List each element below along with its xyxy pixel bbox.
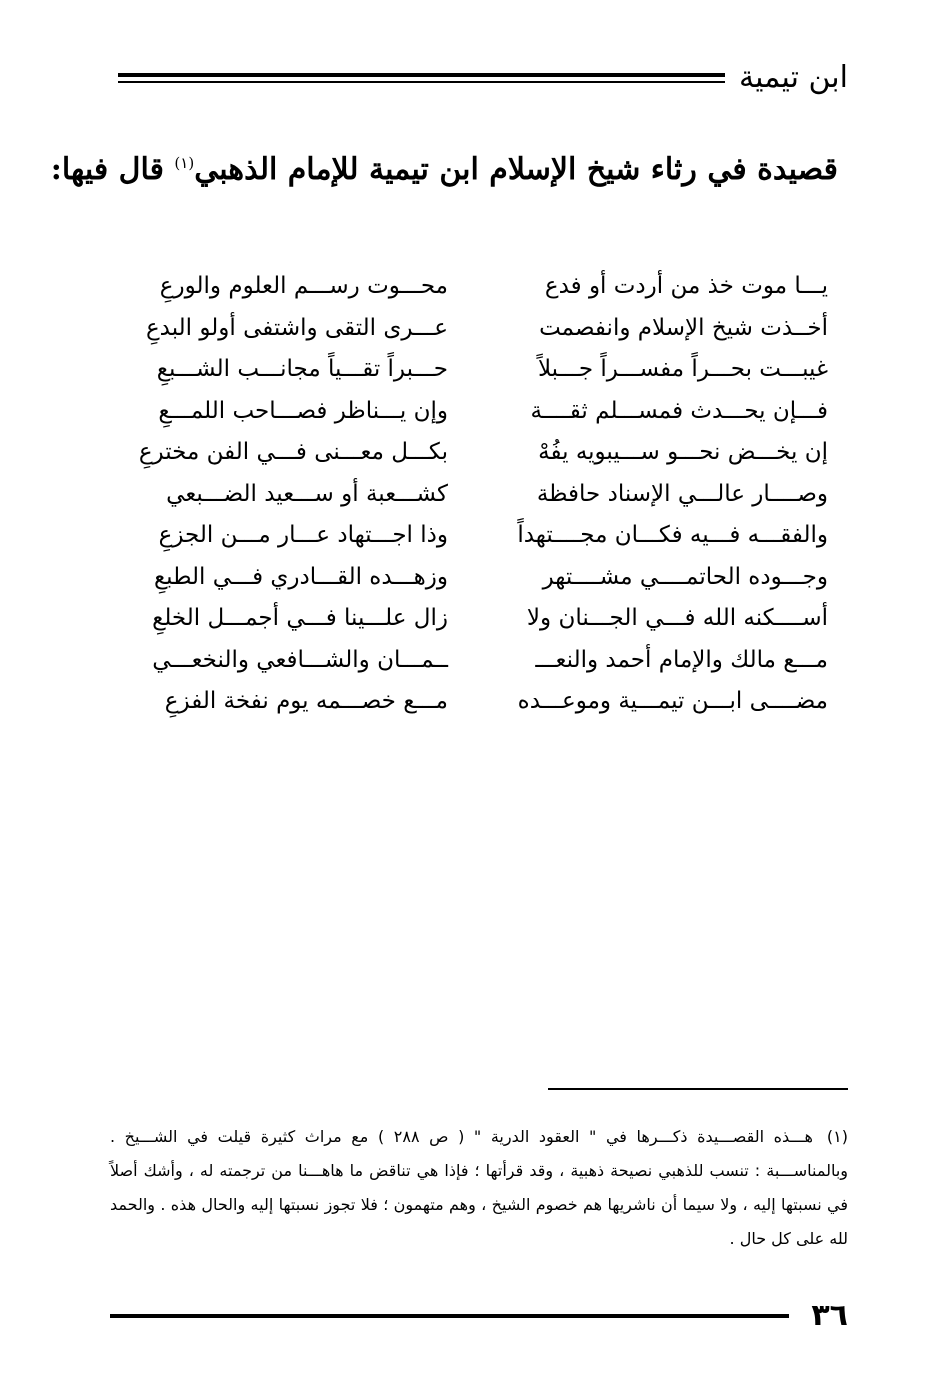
verse-line: يـــا موت خذ من أردت أو فدع [544, 273, 828, 299]
verse-line: فـــإن يحـــدث فمســـلم ثقــــة [530, 397, 828, 424]
verse-line: زال علـــينا فـــي أجمـــل الخلعِ [152, 605, 448, 631]
page-number: ٣٦ [811, 1298, 848, 1333]
running-header-title: ابن تيمية [739, 60, 848, 95]
verse-line: والفقـــه فـــيه فكـــان مجــــتهداً [517, 522, 828, 548]
footnote-text: هـــذه القصـــيدة ذكـــرها في " العقود الدرية " ( ص ٢٨٨ ) مع مراث كثيرة قيلت في الشـــيخ . وبالمناســـبة : تنسب للذهبي نصيحة ذهبية ، وقد قرأتها ؛ فإذا هي تناقض ما هاهـــنا من ترجمته له ، وأشك أصلاً في نسبتها إليه ، ولا سيما أن ناشريها هم خصوم الشيخ ، وهم متهمون ؛ فلا تجوز نسبتها إليه والحال هذه . والحمد لله على كل حال . [110, 1127, 848, 1248]
verse-line: وإن يـــناظر فصـــاحب اللمـــعِ [158, 397, 448, 424]
verse-line: عـــرى التقى واشتفى أولو البدعِ [145, 314, 448, 341]
poem-heading-suffix: قال فيها: [50, 152, 175, 187]
footer-rule [110, 1314, 789, 1318]
poem-first-hemistichs [517, 266, 828, 723]
verse-line: أســــكنه الله فـــي الجـــنان ولا [526, 605, 828, 631]
footnote-separator [548, 1088, 848, 1090]
verse-line: مـــع مالك والإمام أحمد والنعـــ [535, 646, 828, 673]
verse-line: مـــع خصـــمه يوم نفخة الفزعِ [164, 688, 448, 714]
verse-line: وصــــار عالـــي الإسناد حافظة [536, 480, 828, 507]
verse-line: مضــــى ابـــن تيمـــية وموعـــده [517, 688, 828, 714]
poem-heading-text: قصيدة في رثاء شيخ الإسلام ابن تيمية للإمام الذهبي [194, 152, 838, 187]
footnote-reference: (١) [174, 154, 195, 172]
verse-line: إن يخـــض نحـــو ســـيبويه يفُهْ [538, 439, 828, 465]
verse-line: أخــذت شيخ الإسلام وانفصمت [539, 314, 828, 341]
verse-line: وذا اجـــتهاد عـــار مـــن الجزعِ [158, 522, 448, 548]
page-footer [110, 1296, 848, 1336]
poem-second-hemistichs [128, 266, 448, 723]
verse-line: وزهـــده القـــادري فـــي الطبعِ [153, 563, 448, 590]
verse-line: ــمـــان والشـــافعي والنخعـــي [152, 646, 448, 673]
footnote-number: (١) [826, 1127, 848, 1146]
verse-line: وجـــوده الحاتمــــي مشــــتهر [542, 563, 828, 590]
verse-line: حـــبراً تقـــياً مجانـــب الشـــبعِ [156, 356, 448, 382]
verse-line: بكـــل معـــنى فـــي الفن مخترعِ [138, 439, 448, 465]
verse-line: محـــوت رســـم العلوم والورعِ [159, 273, 448, 299]
running-header [118, 58, 848, 98]
verse-line: كشـــعبة أو ســـعيد الضـــبعي [166, 480, 448, 507]
poem-heading [50, 138, 838, 195]
verse-line: غيبـــت بحـــراً مفســـراً جـــبلاً [537, 356, 828, 382]
footnote [110, 1120, 848, 1256]
header-rule [118, 73, 725, 83]
